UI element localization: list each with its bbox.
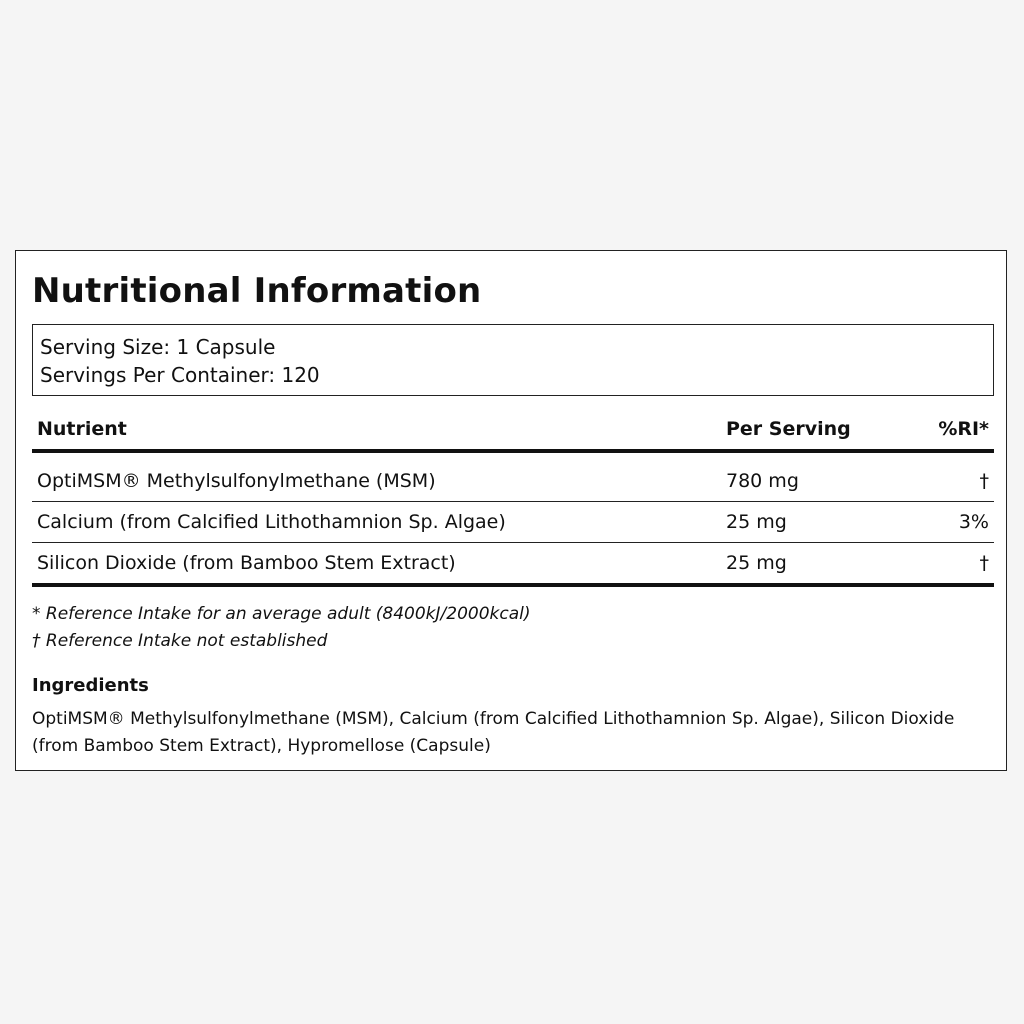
per-serving-value: 25 mg: [726, 552, 787, 574]
table-row: [32, 502, 994, 543]
ri-value: †: [979, 470, 989, 492]
header-ri: %RI*: [938, 418, 989, 440]
footnotes: [32, 601, 531, 655]
nutrient-name: OptiMSM® Methylsulfonylmethane (MSM): [37, 470, 436, 492]
table-row: [32, 543, 994, 587]
nutrition-panel: [15, 250, 1007, 771]
serving-info-box: [32, 324, 994, 396]
nutrient-name: Calcium (from Calcified Lithothamnion Sp. Algae): [37, 511, 506, 533]
ri-value: 3%: [958, 511, 989, 533]
header-per-serving: Per Serving: [726, 418, 851, 440]
footnote-ri: * Reference Intake for an average adult (8400kJ/2000kcal): [32, 604, 531, 624]
per-serving-value: 780 mg: [726, 470, 799, 492]
table-header-row: [32, 409, 994, 453]
table-row: [32, 461, 994, 502]
nutrient-table: [32, 409, 994, 587]
nutrient-name: Silicon Dioxide (from Bamboo Stem Extract): [37, 552, 456, 574]
ri-value: †: [979, 552, 989, 574]
ingredients-heading: Ingredients: [32, 675, 149, 696]
ingredients-text: OptiMSM® Methylsulfonylmethane (MSM), Calcium (from Calcified Lithothamnion Sp. Algae), Silicon Dioxide (from Bamboo Stem Extract), Hypromellose (Capsule): [32, 709, 955, 756]
header-nutrient: Nutrient: [37, 418, 127, 440]
per-serving-value: 25 mg: [726, 511, 787, 533]
servings-per-container: Servings Per Container: 120: [40, 363, 320, 387]
panel-title: Nutritional Information: [32, 271, 482, 311]
footnote-not-established: † Reference Intake not established: [32, 631, 328, 651]
serving-size: Serving Size: 1 Capsule: [40, 335, 276, 359]
